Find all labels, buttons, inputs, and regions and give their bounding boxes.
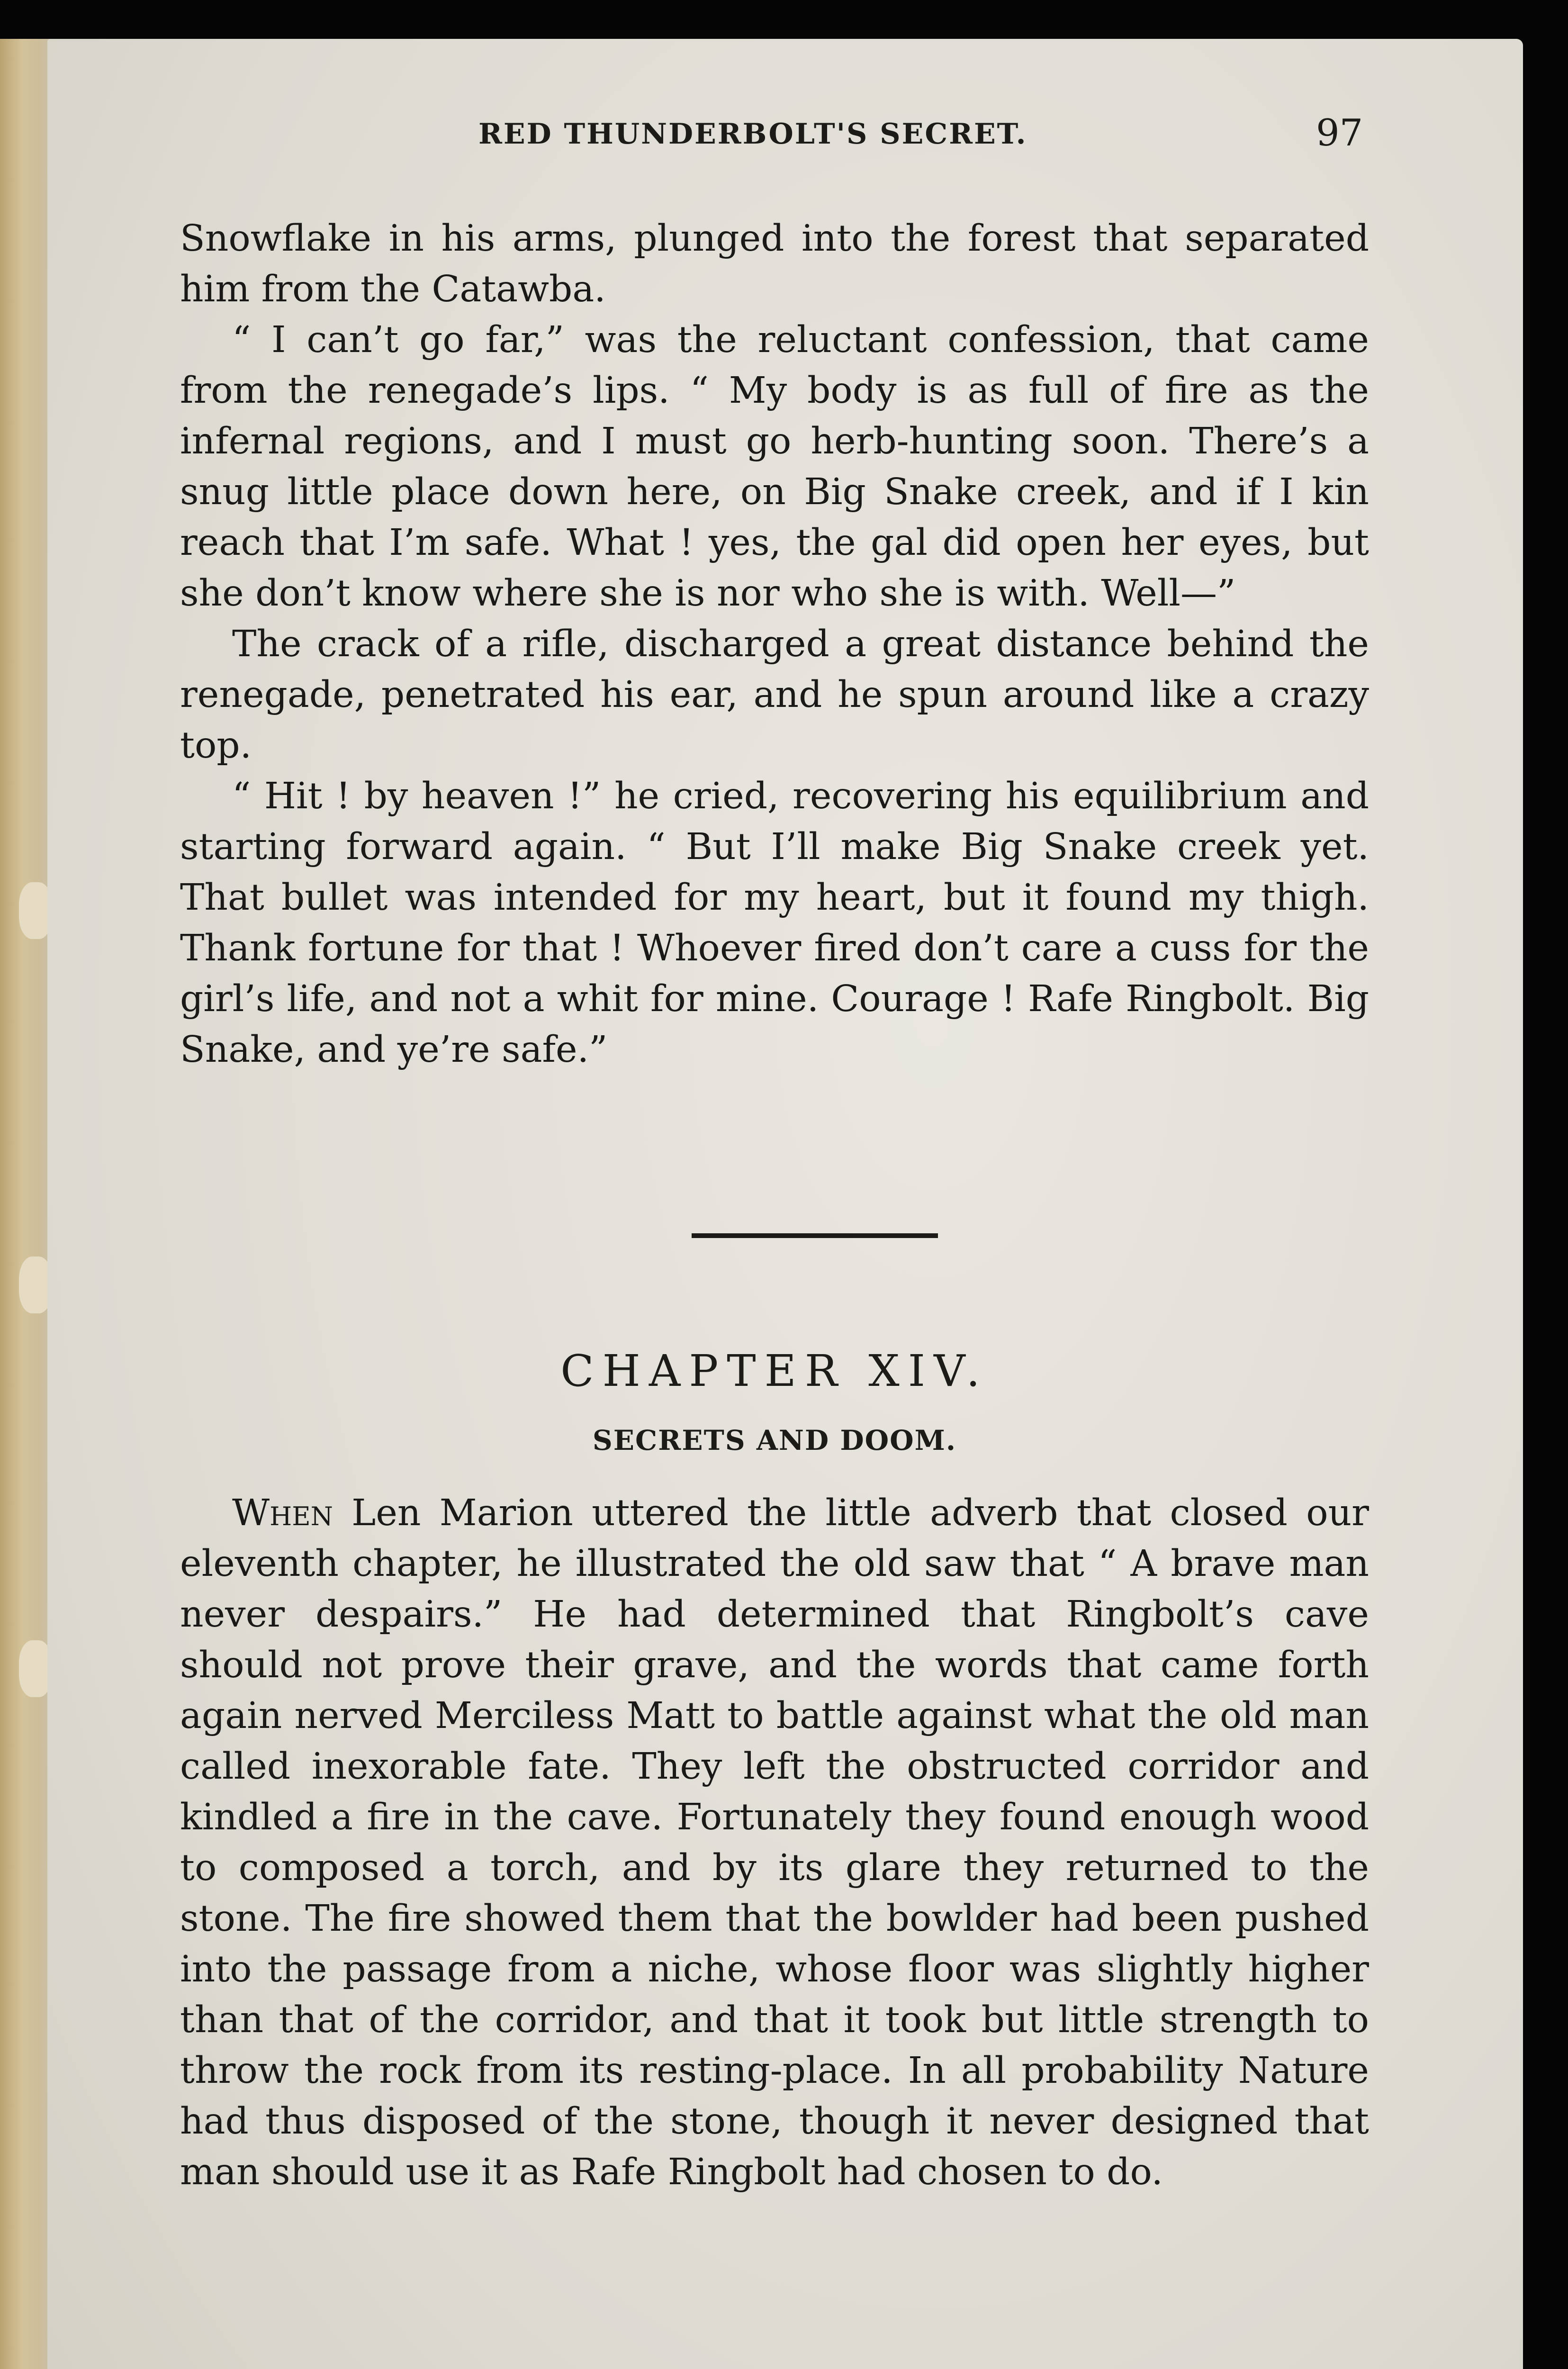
body-text-chapter xyxy=(180,1488,1369,2197)
page-number: 97 xyxy=(1316,112,1363,154)
chapter-opening-paragraph xyxy=(180,1488,1369,2197)
section-divider xyxy=(692,1233,938,1238)
paragraph: “ I can’t go far,” was the reluctant confession, that came from the renegade’s lips. “ My body is as full of fire as the infernal regions, and I must go herb-hunting soon. There’s a snug little place down here, on Big Snake creek, and if I kin reach that I’m safe. What ! yes, the gal did open her eyes, but she don’t know where she is nor who she is with. Well—” xyxy=(180,319,1369,615)
paragraph: The crack of a rifle, discharged a great distance behind the renegade, penetrated his ear, and he spun around like a crazy top. xyxy=(180,623,1369,767)
chapter-subtitle: SECRETS AND DOOM. xyxy=(592,1424,957,1456)
paragraph: Snowflake in his arms, plunged into the forest that separated him from the Catawba. xyxy=(180,217,1369,310)
running-head: RED THUNDERBOLT'S SECRET. xyxy=(478,118,1027,151)
opening-word: When xyxy=(232,1492,333,1534)
chapter-title: CHAPTER XIV. xyxy=(560,1346,989,1396)
opening-text: Len Marion uttered the little adverb that closed our eleventh chapter, he illustrated the old saw that “ A brave man never despairs.” He had determined that Ringbolt’s cave should not prove their grave, and the words that came forth again nerved Merciless Matt to battle against what the old man called inexorable fate. They left the obstructed corridor and kindled a fire in the cave. Fortunately they found enough wood to composed a torch, and by its glare they returned to the stone. The fire showed them that the bowlder had been pushed into the passage from a niche, whose floor was slightly higher than that of the corridor, and that it took but little strength to throw the rock from its resting-place. In all probability Nature had thus disposed of the stone, though it never designed that man should use it as Rafe Ringbolt had chosen to do. xyxy=(180,1492,1369,2193)
paragraph: “ Hit ! by heaven !” he cried, recovering his equilibrium and starting forward again. “ But I’ll make Big Snake creek yet. That bullet was intended for my heart, but it found my thigh. Thank fortune for that ! Whoever fired don’t care a cuss for the girl’s life, and not a whit for mine. Courage ! Rafe Ringbolt. Big Snake, and ye’re safe.” xyxy=(180,775,1369,1071)
body-text-top xyxy=(180,213,1369,1075)
